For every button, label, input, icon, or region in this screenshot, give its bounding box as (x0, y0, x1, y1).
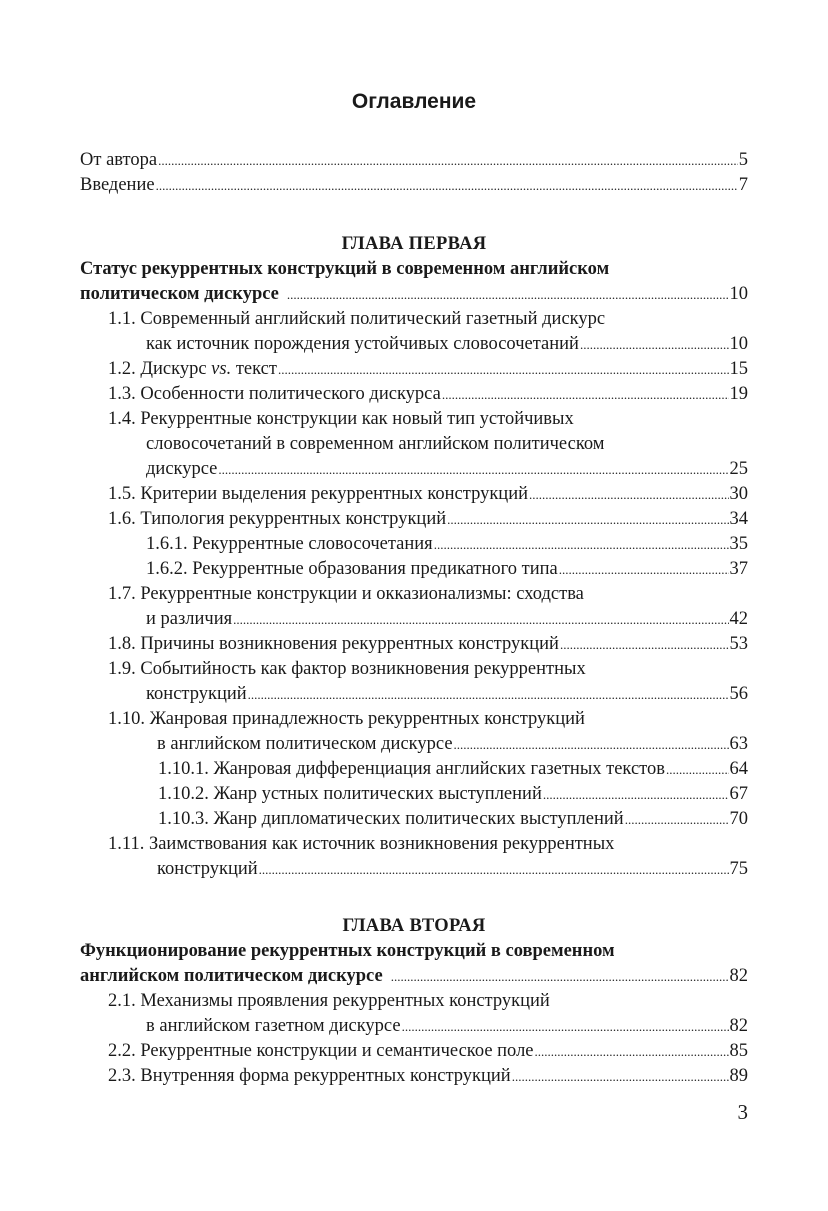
toc-entry-1-11[interactable]: 1.11. Заимствования как источник возникновения рекуррентных конструкций ..... 75 (80, 832, 748, 882)
leader-dots (447, 507, 728, 532)
leader-dots (535, 1039, 729, 1064)
toc-entry-1-10-2[interactable]: 1.10.2. Жанр устных политических выступлений ..... 67 (80, 782, 748, 807)
toc-entry-chapter-1[interactable]: Статус рекуррентных конструкций в современном английском политическом дискурсе ..... 10 (80, 257, 748, 307)
page-number: 10 (729, 284, 748, 304)
leader-dots (543, 782, 729, 807)
page-number: 63 (729, 734, 748, 754)
toc-entry-2-1[interactable]: 2.1. Механизмы проявления рекуррентных конструкций в английском газетном дискурсе ..... 82 (80, 989, 748, 1039)
toc-entry-1-6-2[interactable]: 1.6.2. Рекуррентные образования предикатного типа ..... 37 (80, 557, 748, 582)
leader-dots (158, 148, 738, 173)
toc-entry-1-6-1[interactable]: 1.6.1. Рекуррентные словосочетания ..... 35 (80, 532, 748, 557)
page-number: 67 (729, 784, 748, 804)
leader-dots (529, 482, 728, 507)
toc-entry-1-4[interactable]: 1.4. Рекуррентные конструкции как новый тип устойчивых словосочетаний в современном английском политическом дискурсе ..... 25 (80, 407, 748, 482)
toc-entry-2-3[interactable]: 2.3. Внутренняя форма рекуррентных конструкций ..... 89 (80, 1064, 748, 1089)
toc-entry-introduction[interactable]: Введение ..... 7 (80, 173, 748, 198)
page-number: 70 (729, 809, 748, 829)
toc-entry-1-10[interactable]: 1.10. Жанровая принадлежность рекуррентных конструкций в английском политическом дискурсе ..... 63 (80, 707, 748, 757)
toc-entry-1-1[interactable]: 1.1. Современный английский политический газетный дискурс как источник порождения устойчивых словосочетаний ..... 10 (80, 307, 748, 357)
leader-dots (434, 532, 729, 557)
toc-entry-1-10-3[interactable]: 1.10.3. Жанр дипломатических политических выступлений ..... 70 (80, 807, 748, 832)
toc-entry-2-2[interactable]: 2.2. Рекуррентные конструкции и семантическое поле ..... 85 (80, 1039, 748, 1064)
page-number: 75 (729, 859, 748, 879)
leader-dots (442, 382, 729, 407)
page-number: 53 (729, 634, 748, 654)
page-number: 35 (729, 534, 748, 554)
page-number: 82 (729, 966, 748, 986)
page-folio: 3 (737, 1100, 748, 1124)
page-number: 15 (729, 359, 748, 379)
leader-dots (218, 457, 728, 482)
leader-dots (560, 632, 729, 657)
toc-entry-1-3[interactable]: 1.3. Особенности политического дискурса ..... 19 (80, 382, 748, 407)
page-number: 19 (729, 384, 748, 404)
leader-dots (233, 607, 728, 632)
page-number: 25 (729, 459, 748, 479)
toc-entry-chapter-2[interactable]: Функционирование рекуррентных конструкций в современном английском политическом дискурсе ..... 82 (80, 939, 748, 989)
page-number: 5 (738, 150, 748, 170)
toc-entry-1-10-1[interactable]: 1.10.1. Жанровая дифференциация английских газетных текстов ..... 64 (80, 757, 748, 782)
toc-entry-1-5[interactable]: 1.5. Критерии выделения рекуррентных конструкций ..... 30 (80, 482, 748, 507)
leader-dots (287, 282, 729, 307)
chapter-heading: ГЛАВА ВТОРАЯ (342, 916, 486, 936)
page-number: 7 (738, 175, 748, 195)
chapter-heading: ГЛАВА ПЕРВАЯ (341, 234, 487, 254)
toc-entry-author-note[interactable]: От автора ..... 5 (80, 148, 748, 173)
page-number: 30 (729, 484, 748, 504)
page-number: 42 (729, 609, 748, 629)
table-of-contents (80, 148, 748, 1089)
toc-entry-1-9[interactable]: 1.9. Событийность как фактор возникновения рекуррентных конструкций ..... 56 (80, 657, 748, 707)
leader-dots (391, 964, 729, 989)
page-number: 37 (729, 559, 748, 579)
page-number: 56 (729, 684, 748, 704)
leader-dots (402, 1014, 729, 1039)
leader-dots (248, 682, 729, 707)
leader-dots (559, 557, 729, 582)
page-number: 85 (729, 1041, 748, 1061)
toc-entry-1-7[interactable]: 1.7. Рекуррентные конструкции и окказионализмы: сходства и различия ..... 42 (80, 582, 748, 632)
page-number: 34 (729, 509, 748, 529)
page-number: 64 (729, 759, 748, 779)
leader-dots (156, 173, 738, 198)
page-number: 89 (729, 1066, 748, 1086)
page-number: 82 (729, 1016, 748, 1036)
toc-entry-1-6[interactable]: 1.6. Типология рекуррентных конструкций ..... 34 (80, 507, 748, 532)
page-title: Оглавление (351, 90, 477, 113)
leader-dots (512, 1064, 729, 1089)
leader-dots (580, 332, 729, 357)
leader-dots (278, 357, 729, 382)
leader-dots (625, 807, 729, 832)
page-number: 10 (729, 334, 748, 354)
leader-dots (454, 732, 729, 757)
toc-entry-1-8[interactable]: 1.8. Причины возникновения рекуррентных конструкций ..... 53 (80, 632, 748, 657)
leader-dots (259, 857, 729, 882)
leader-dots (666, 757, 729, 782)
toc-entry-1-2[interactable]: 1.2. Дискурс vs. текст ..... 15 (80, 357, 748, 382)
